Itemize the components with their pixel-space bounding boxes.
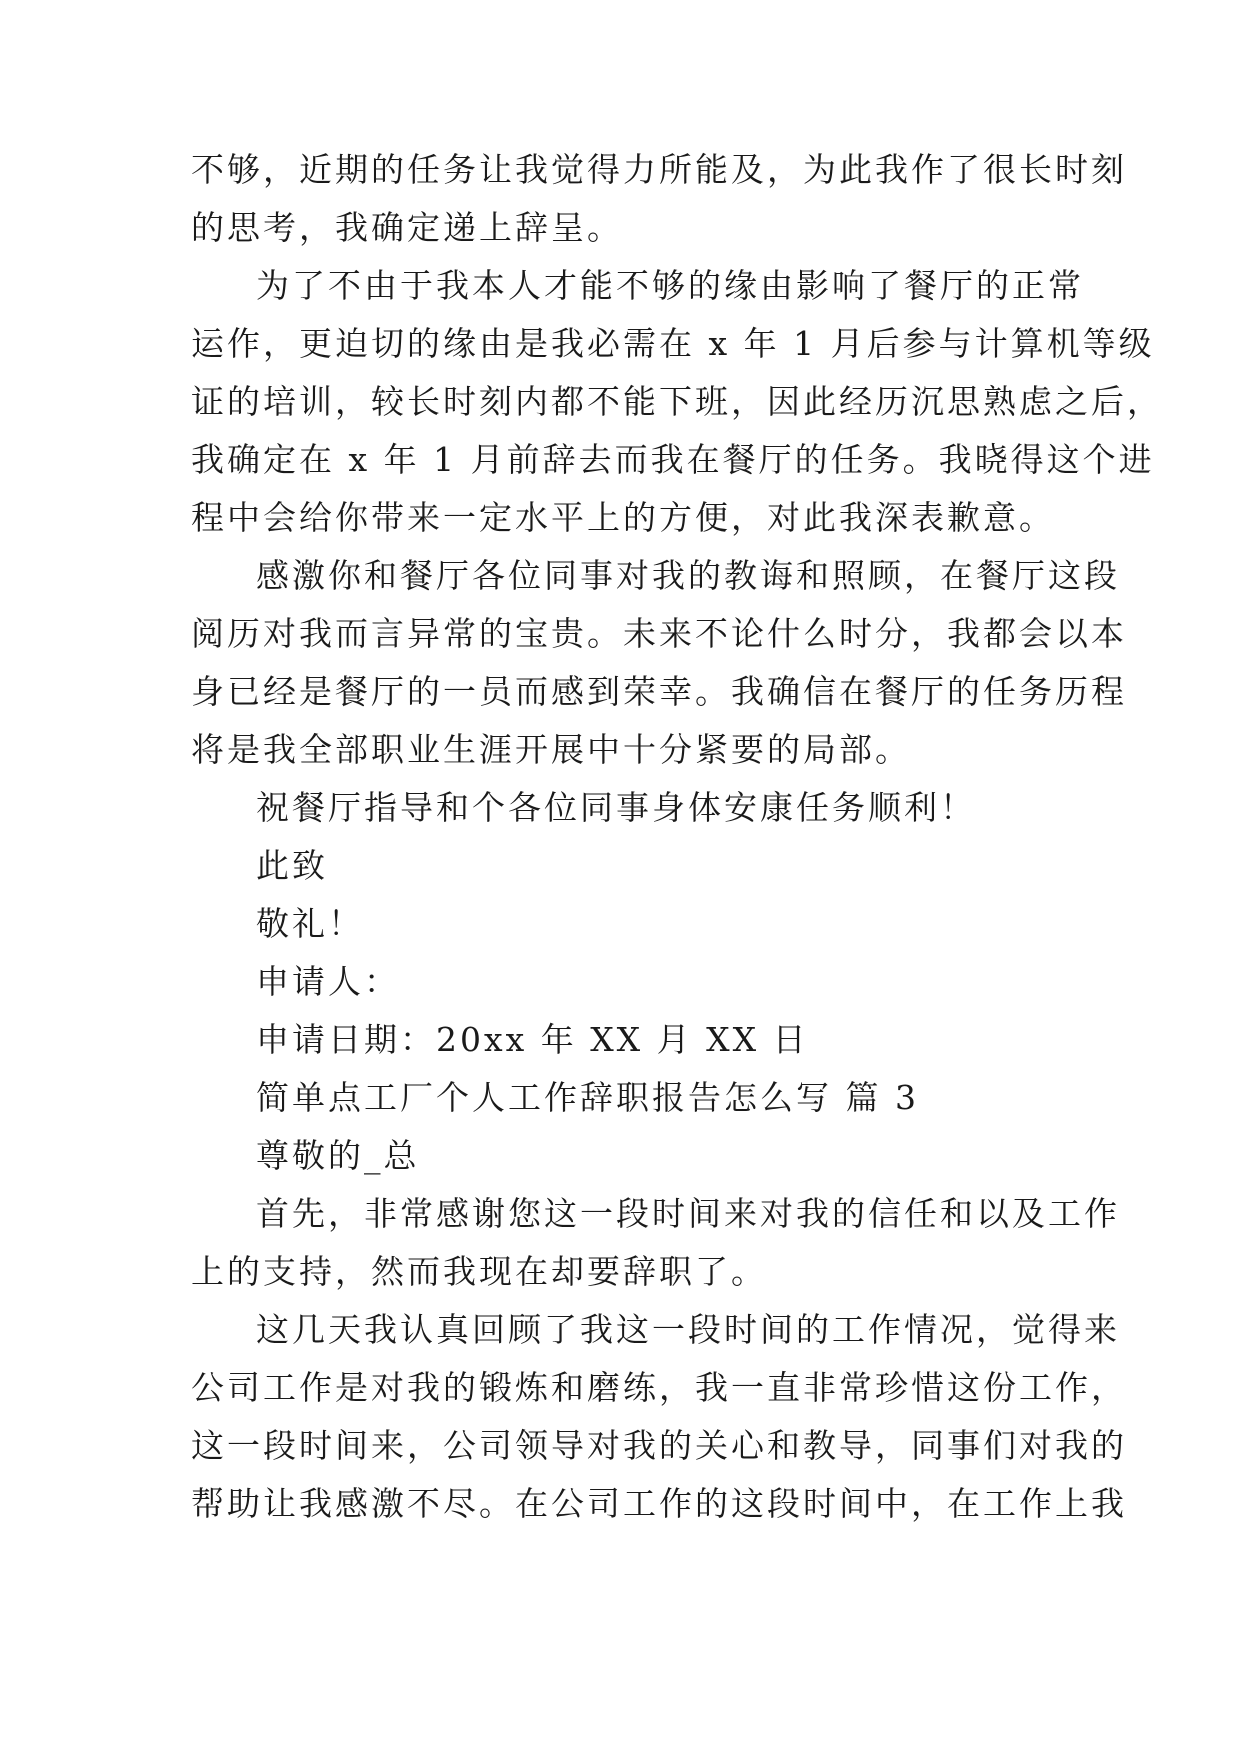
text-line: 的思考，我确定递上辞呈。 bbox=[191, 208, 623, 247]
text-line: 帮助让我感激不尽。在公司工作的这段时间中，在工作上我 bbox=[191, 1484, 1127, 1523]
paragraph-start: 这几天我认真回顾了我这一段时间的工作情况，觉得来 bbox=[256, 1310, 1120, 1349]
section-heading: 简单点工厂个人工作辞职报告怎么写 篇 3 bbox=[256, 1078, 919, 1117]
text-line: 程中会给你带来一定水平上的方便，对此我深表歉意。 bbox=[191, 498, 1055, 537]
application-date: 申请日期：20xx 年 XX 月 XX 日 bbox=[256, 1020, 809, 1059]
closing-wish: 祝餐厅指导和个各位同事身体安康任务顺利！ bbox=[256, 788, 976, 827]
text-line: 上的支持，然而我现在却要辞职了。 bbox=[191, 1252, 767, 1291]
text-line: 这一段时间来，公司领导对我的关心和教导，同事们对我的 bbox=[191, 1426, 1127, 1465]
salutation-line: 此致 bbox=[256, 846, 328, 885]
salutation-line: 敬礼！ bbox=[256, 904, 364, 943]
text-line: 我确定在 x 年 1 月前辞去而我在餐厅的任务。我晓得这个进 bbox=[191, 440, 1155, 479]
text-line: 身已经是餐厅的一员而感到荣幸。我确信在餐厅的任务历程 bbox=[191, 672, 1127, 711]
text-line: 运作，更迫切的缘由是我必需在 x 年 1 月后参与计算机等级 bbox=[191, 324, 1155, 363]
applicant-label: 申请人： bbox=[256, 962, 400, 1001]
text-line: 公司工作是对我的锻炼和磨练，我一直非常珍惜这份工作， bbox=[191, 1368, 1127, 1407]
greeting-line: 尊敬的_总 bbox=[256, 1136, 420, 1175]
text-line: 阅历对我而言异常的宝贵。未来不论什么时分，我都会以本 bbox=[191, 614, 1127, 653]
text-line: 证的培训，较长时刻内都不能下班，因此经历沉思熟虑之后， bbox=[191, 382, 1163, 421]
text-line: 不够，近期的任务让我觉得力所能及，为此我作了很长时刻 bbox=[191, 150, 1127, 189]
paragraph-start: 为了不由于我本人才能不够的缘由影响了餐厅的正常 bbox=[256, 266, 1084, 305]
paragraph-start: 首先，非常感谢您这一段时间来对我的信任和以及工作 bbox=[256, 1194, 1120, 1233]
paragraph-start: 感激你和餐厅各位同事对我的教诲和照顾，在餐厅这段 bbox=[256, 556, 1120, 595]
text-line: 将是我全部职业生涯开展中十分紧要的局部。 bbox=[191, 730, 911, 769]
